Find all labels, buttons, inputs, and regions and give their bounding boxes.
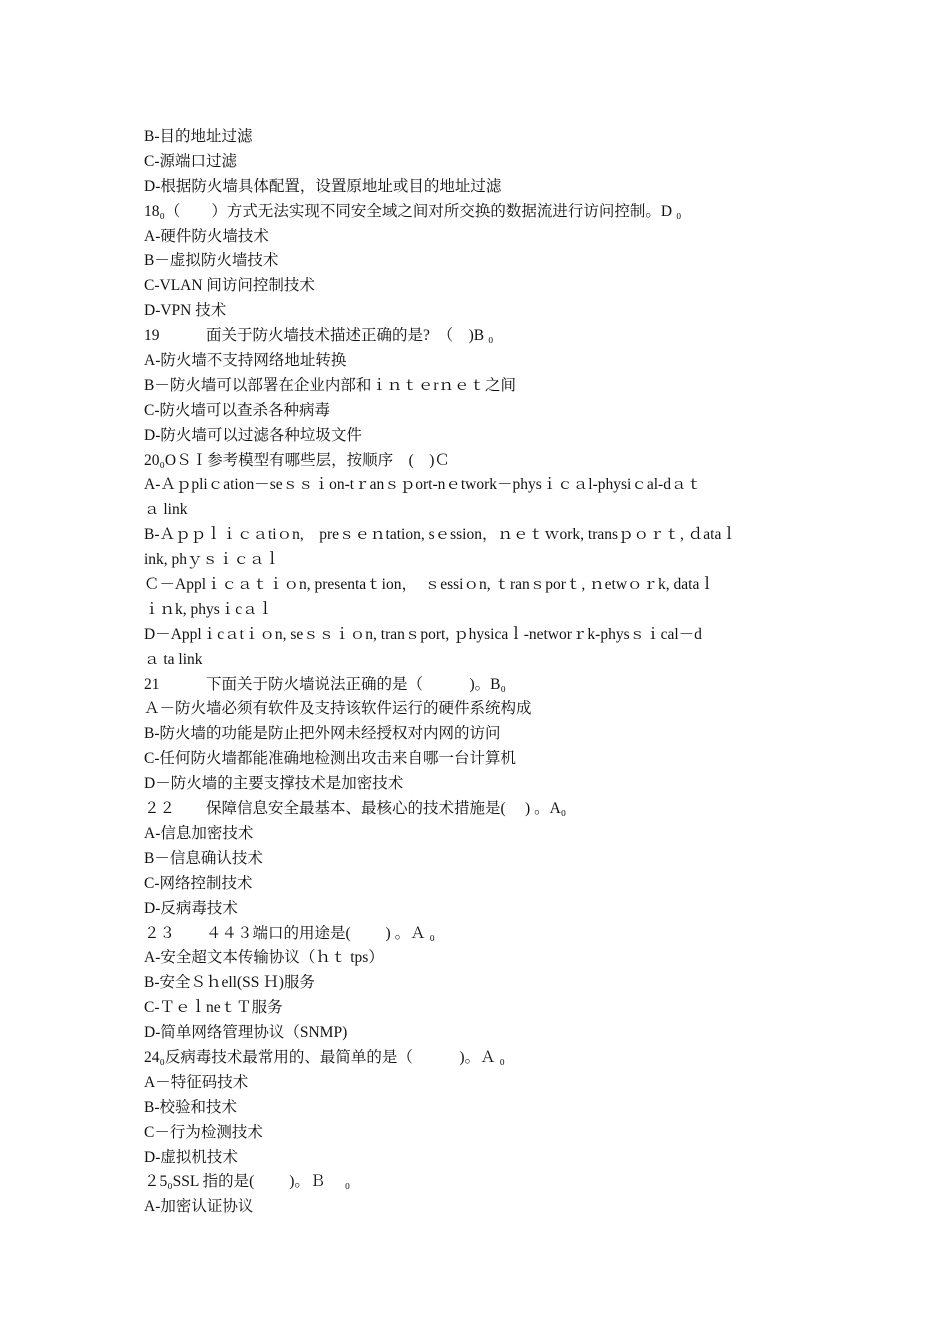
text-line: D-虚拟机技术 xyxy=(144,1148,238,1166)
text-line: B-Ａｐｐｌｉｃａtiｏn, preｓｅｎtation, sｅssion，ｎｅｔｗork, transｐｏｒｔ, ｄataｌ xyxy=(144,526,737,544)
text-line: C-ＴｅｌneｔＴ服务 xyxy=(144,999,283,1017)
text-line: D－Applｉcａtｉｏn, seｓｓｉｏn, tranｓport, ｐhysicaｌ-networｒk-physｓｉcal－d xyxy=(144,625,702,643)
text-line: B－防火墙可以部署在企业内部和ｉｎｔｅrｎｅｔ之间 xyxy=(144,376,517,394)
question-22: ２２ 保障信息安全最基本、最核心的技术措施是( ) 。A₀ xyxy=(144,800,567,818)
text-line: Ａ－防火墙必须有软件及支持该软件运行的硬件系统构成 xyxy=(144,700,532,718)
text-line: A-信息加密技术 xyxy=(144,824,254,842)
text-line: ａ link xyxy=(144,501,188,519)
text-line: A-加密认证协议 xyxy=(144,1198,254,1216)
text-line: D-VPN 技术 xyxy=(144,302,227,320)
text-line: C－行为检测技术 xyxy=(144,1123,263,1141)
text-line: D－防火墙的主要支撑技术是加密技术 xyxy=(144,775,404,793)
question-19: 19 面关于防火墙技术描述正确的是? （ )B ₀ xyxy=(144,327,494,345)
question-18: 18₀（ ）方式无法实现不同安全域之间对所交换的数据流进行访问控制。D ₀ xyxy=(144,202,682,220)
text-line: A-硬件防火墙技术 xyxy=(144,227,269,245)
question-21: 21 下面关于防火墙说法正确的是（ )。B₀ xyxy=(144,675,506,693)
text-line: C-源端口过滤 xyxy=(144,152,238,170)
text-line: B-安全Ｓｈell(SS Ｈ)服务 xyxy=(144,974,315,992)
text-line: C-任何防火墙都能准确地检测出攻击来自哪一台计算机 xyxy=(144,750,517,768)
text-line: A-防火墙不支持网络地址转换 xyxy=(144,352,347,370)
question-20: 20₀OＳＩ参考模型有哪些层，按顺序 ( )Ｃ xyxy=(144,451,450,469)
text-line: Ｃ－Applｉｃａｔｉｏn, presentaｔion， ｓessiｏn, ｔranｓporｔ, ｎetwｏｒk, dataｌ xyxy=(144,576,715,594)
text-line: D-简单网络管理协议（SNMP) xyxy=(144,1024,348,1042)
text-line: B-防火墙的功能是防止把外网未经授权对内网的访问 xyxy=(144,725,501,743)
text-line: C-网络控制技术 xyxy=(144,874,253,892)
text-line: A－特征码技术 xyxy=(144,1073,249,1091)
text-line: B－信息确认技术 xyxy=(144,849,263,867)
text-line: ａ ta link xyxy=(144,650,203,668)
text-line: C-防火墙可以查杀各种病毒 xyxy=(144,401,331,419)
text-line: B-校验和技术 xyxy=(144,1098,238,1116)
text-line: D-防火墙可以过滤各种垃圾文件 xyxy=(144,426,362,444)
text-line: ink, phｙｓｉｃａｌ xyxy=(144,551,281,569)
text-line: C-VLAN 间访问控制技术 xyxy=(144,277,315,295)
text-line: A-Ａｐpliｃation－seｓｓｉon-tｒanｓｐort-nｅtwork－physｉｃａl-physiｃal-dａｔ xyxy=(144,476,702,494)
text-line: ｉｎk, physｉcａｌ xyxy=(144,600,274,618)
question-23: ２３ ４４３端口的用途是( ) 。Ａ ₀ xyxy=(144,924,435,942)
text-line: A-安全超文本传输协议（ｈｔ tps） xyxy=(144,949,384,967)
text-line: D-根据防火墙具体配置，设置原地址或目的地址过滤 xyxy=(144,177,502,195)
text-line: B-目的地址过滤 xyxy=(144,128,253,145)
question-24: 24₀反病毒技术最常用的、最简单的是（ )。Ａ ₀ xyxy=(144,1048,505,1066)
text-line: D-反病毒技术 xyxy=(144,899,238,917)
question-25: ２5₀SSL 指的是( )。Ｂ ₀ xyxy=(144,1173,351,1191)
text-line: B－虚拟防火墙技术 xyxy=(144,252,279,270)
document-text xyxy=(144,125,824,1220)
